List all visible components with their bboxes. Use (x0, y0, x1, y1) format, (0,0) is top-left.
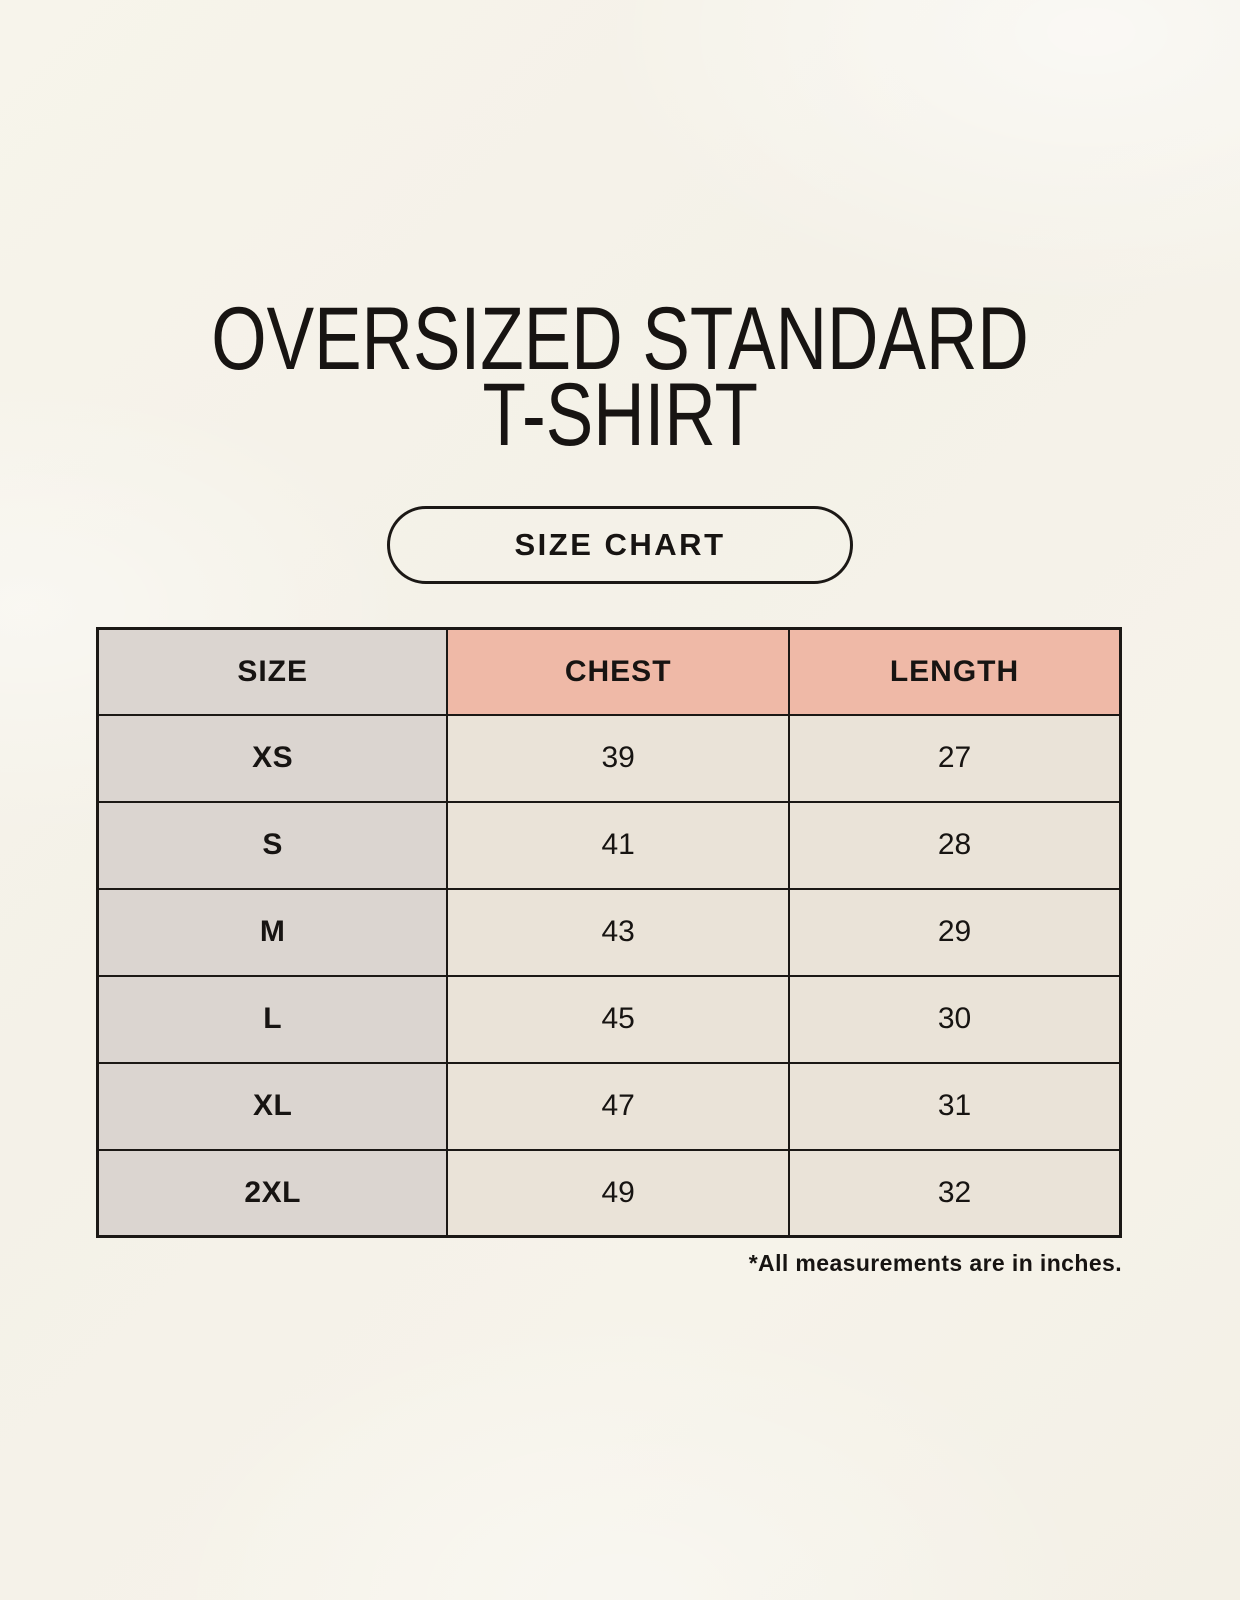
length-value: 28 (789, 802, 1120, 889)
column-header-size: SIZE (98, 629, 448, 715)
page-title-line1: OVERSIZED STANDARD (211, 288, 1029, 388)
length-value: 31 (789, 1063, 1120, 1150)
table-row-2xl (98, 1150, 1121, 1237)
table-header-row (98, 629, 1121, 715)
size-label: XL (98, 1063, 448, 1150)
size-chart-button[interactable]: SIZE CHART (387, 506, 853, 584)
size-label: M (98, 889, 448, 976)
table-row-xs (98, 715, 1121, 802)
table-row-xl (98, 1063, 1121, 1150)
chest-value: 47 (447, 1063, 789, 1150)
chest-value: 41 (447, 802, 789, 889)
measurements-footnote: *All measurements are in inches. (748, 1250, 1122, 1276)
length-value: 30 (789, 976, 1120, 1063)
length-value: 29 (789, 889, 1120, 976)
chest-value: 49 (447, 1150, 789, 1237)
size-label: XS (98, 715, 448, 802)
size-label: 2XL (98, 1150, 448, 1237)
page-title-line2: T-SHIRT (482, 364, 758, 464)
table-row-s (98, 802, 1121, 889)
chest-value: 39 (447, 715, 789, 802)
size-chart-table (96, 627, 1122, 1238)
chest-value: 43 (447, 889, 789, 976)
page-title (0, 288, 1240, 464)
chest-value: 45 (447, 976, 789, 1063)
size-label: L (98, 976, 448, 1063)
column-header-length: LENGTH (789, 629, 1120, 715)
table-row-m (98, 889, 1121, 976)
length-value: 27 (789, 715, 1120, 802)
size-chart-button-container (0, 506, 1240, 584)
table-row-l (98, 976, 1121, 1063)
length-value: 32 (789, 1150, 1120, 1237)
column-header-chest: CHEST (447, 629, 789, 715)
size-label: S (98, 802, 448, 889)
